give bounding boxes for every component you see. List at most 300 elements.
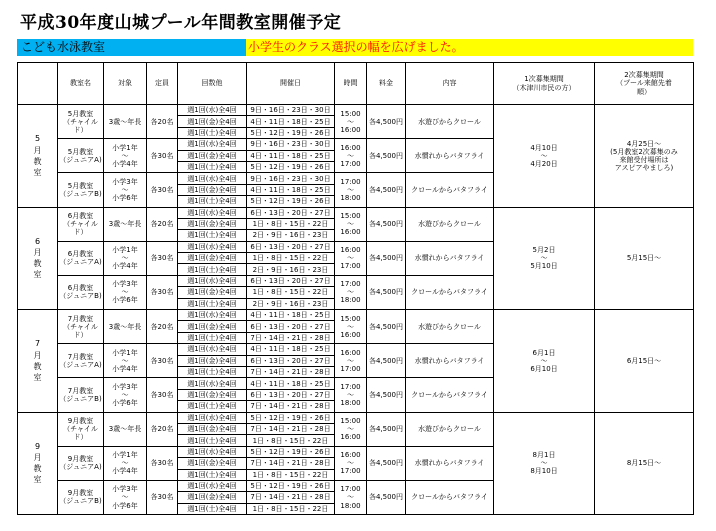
target-line: 3歳～年長 (108, 117, 142, 126)
capacity-cell: 各30名 (147, 446, 178, 480)
content-cell: 水遊びからクロール (406, 412, 494, 446)
dates-cell: 2日・9日・16日・23日 (247, 264, 335, 275)
target-line: ～ (121, 185, 129, 194)
month-label-char: 教 (33, 464, 42, 474)
target-line: 3歳～年長 (108, 220, 142, 229)
class-name-cell (58, 207, 104, 241)
second-recruit-line: 8月15日～ (626, 459, 662, 468)
time-cell (335, 378, 367, 412)
month-label-char: 教 (33, 361, 42, 371)
header-row (18, 63, 694, 105)
time-line: 16:00 (340, 348, 361, 357)
class-name-line: （ジュニアB) (59, 189, 102, 198)
month-label-char: 室 (33, 270, 42, 280)
target-line: 小学1年 (112, 143, 138, 152)
dates-cell: 7日・14日・21日・28日 (247, 492, 335, 503)
target-cell (104, 139, 147, 173)
content-cell: 水慣れからバタフライ (406, 344, 494, 378)
target-cell (104, 275, 147, 309)
sessions-cell: 週1回(水)全4回 (178, 173, 247, 184)
capacity-cell: 各20名 (147, 412, 178, 446)
sessions-cell: 週1回(水)全4回 (178, 241, 247, 252)
time-cell (335, 173, 367, 207)
content-cell: 水慣れからバタフライ (406, 446, 494, 480)
month-label-char: 月 (33, 453, 42, 463)
dates-cell: 5日・12日・19日・26日 (247, 446, 335, 457)
capacity-cell: 各30名 (147, 241, 178, 275)
class-name-line: 7月教室 (67, 386, 94, 395)
class-name-line: （ジュニアA) (59, 155, 102, 164)
time-line: ～ (347, 151, 354, 160)
target-line: ～ (121, 151, 129, 160)
first-recruit-cell (494, 207, 595, 310)
target-line: 3歳～年長 (108, 322, 142, 331)
header-second-recruit-line: 順） (637, 87, 651, 96)
class-name-cell (58, 173, 104, 207)
month-label (18, 207, 58, 310)
sessions-cell: 週1回(水)全4回 (178, 207, 247, 218)
time-cell (335, 241, 367, 275)
sessions-cell: 週1回(水)全4回 (178, 378, 247, 389)
section-label: こども水泳教室 (17, 39, 246, 56)
second-recruit-line: 5月15日～ (626, 254, 662, 263)
time-line: 18:00 (340, 501, 361, 510)
class-name-line: （ジュニアA) (59, 258, 102, 267)
first-recruit-cell (494, 412, 595, 515)
dates-cell: 6日・13日・20日・27日 (247, 275, 335, 286)
sessions-cell: 週1回(金)全4回 (178, 458, 247, 469)
month-label (18, 412, 58, 515)
time-cell (335, 207, 367, 241)
target-line: ～ (121, 459, 129, 468)
dates-cell: 9日・16日・23日・30日 (247, 139, 335, 150)
capacity-cell: 各30名 (147, 480, 178, 514)
fee-cell: 各4,500円 (367, 173, 406, 207)
time-line: ～ (347, 220, 354, 229)
header-content: 内容 (406, 63, 494, 105)
fee-cell: 各4,500円 (367, 412, 406, 446)
header-second-recruit-line: 2次募集期間 (624, 71, 664, 80)
class-name-line: （チャイル (63, 220, 98, 229)
dates-cell: 4日・11日・18日・25日 (247, 150, 335, 161)
class-name-cell (58, 241, 104, 275)
class-name-line: 5月教室 (67, 147, 94, 156)
class-name-line: 7月教室 (67, 314, 94, 323)
dates-cell: 7日・14日・21日・28日 (247, 401, 335, 412)
dates-cell: 4日・11日・18日・25日 (247, 116, 335, 127)
class-name-line: （ジュニアB) (59, 394, 102, 403)
dates-cell: 1日・8日・15日・22日 (247, 287, 335, 298)
dates-cell: 4日・11日・18日・25日 (247, 184, 335, 195)
time-line: 17:00 (340, 485, 361, 494)
dates-cell: 1日・8日・15日・22日 (247, 253, 335, 264)
second-recruit-cell (595, 412, 694, 515)
sessions-cell: 週1回(水)全4回 (178, 275, 247, 286)
content-cell: 水慣れからバタフライ (406, 139, 494, 173)
target-cell (104, 105, 147, 139)
sessions-cell: 週1回(土)全4回 (178, 230, 247, 241)
sessions-cell: 週1回(金)全4回 (178, 321, 247, 332)
target-line: ～ (121, 493, 129, 502)
time-line: 17:00 (340, 159, 361, 168)
time-line: 15:00 (340, 417, 361, 426)
sessions-cell: 週1回(土)全4回 (178, 469, 247, 480)
time-line: 15:00 (340, 314, 361, 323)
fee-cell: 各4,500円 (367, 310, 406, 344)
sessions-cell: 週1回(金)全4回 (178, 150, 247, 161)
time-cell (335, 139, 367, 173)
fee-cell: 各4,500円 (367, 446, 406, 480)
sessions-cell: 週1回(土)全4回 (178, 366, 247, 377)
month-label-char: 室 (33, 167, 42, 177)
dates-cell: 9日・16日・23日・30日 (247, 105, 335, 116)
content-cell: クロールからバタフライ (406, 378, 494, 412)
dates-cell: 5日・12日・19日・26日 (247, 412, 335, 423)
fee-cell: 各4,500円 (367, 344, 406, 378)
time-cell (335, 310, 367, 344)
time-line: 16:00 (340, 451, 361, 460)
sessions-cell: 週1回(土)全4回 (178, 401, 247, 412)
content-cell: クロールからバタフライ (406, 275, 494, 309)
target-cell (104, 241, 147, 275)
first-recruit-line: 4月10日 (530, 143, 558, 152)
time-line: ～ (347, 356, 354, 365)
target-cell (104, 173, 147, 207)
class-name-line: 5月教室 (67, 181, 94, 190)
dates-cell: 6日・13日・20日・27日 (247, 207, 335, 218)
sessions-cell: 週1回(金)全4回 (178, 355, 247, 366)
class-name-line: ド） (73, 330, 88, 339)
target-cell (104, 446, 147, 480)
target-cell (104, 412, 147, 446)
dates-cell: 1日・8日・15日・22日 (247, 503, 335, 514)
month-label-char: 室 (33, 475, 42, 485)
month-label-char: 月 (33, 350, 42, 360)
time-cell (335, 480, 367, 514)
target-cell (104, 344, 147, 378)
month-label-char: 月 (33, 248, 42, 258)
target-line: 小学6年 (112, 398, 138, 407)
content-cell: 水慣れからバタフライ (406, 241, 494, 275)
sessions-cell: 週1回(水)全4回 (178, 446, 247, 457)
capacity-cell: 各30名 (147, 344, 178, 378)
target-line: ～ (121, 288, 129, 297)
class-name-cell (58, 446, 104, 480)
first-recruit-line: 4月20日 (530, 159, 558, 168)
target-line: 小学6年 (112, 296, 138, 305)
sessions-cell: 週1回(土)全4回 (178, 503, 247, 514)
sessions-cell: 週1回(金)全4回 (178, 423, 247, 434)
target-line: ～ (121, 390, 129, 399)
dates-cell: 4日・11日・18日・25日 (247, 310, 335, 321)
sessions-cell: 週1回(金)全4回 (178, 116, 247, 127)
time-line: 18:00 (340, 296, 361, 305)
month-label-char: 6 (34, 236, 41, 246)
table-row (18, 412, 694, 423)
time-line: 16:00 (340, 330, 361, 339)
first-recruit-line: 5月10日 (530, 262, 558, 271)
target-line: ～ (121, 356, 129, 365)
second-recruit-line: アスピアやましろ) (614, 163, 674, 172)
dates-cell: 6日・13日・20日・27日 (247, 241, 335, 252)
class-name-line: （チャイル (63, 425, 98, 434)
header-fee: 料金 (367, 63, 406, 105)
time-line: 16:00 (340, 125, 361, 134)
table-row (18, 105, 694, 116)
sessions-cell: 週1回(金)全4回 (178, 218, 247, 229)
first-recruit-line: ～ (540, 254, 548, 263)
time-line: 16:00 (340, 433, 361, 442)
target-cell (104, 378, 147, 412)
class-name-line: （チャイル (63, 322, 98, 331)
class-name-cell (58, 105, 104, 139)
fee-cell: 各4,500円 (367, 139, 406, 173)
schedule-body (18, 105, 694, 515)
time-line: 15:00 (340, 109, 361, 118)
target-line: 小学4年 (112, 364, 138, 373)
time-line: 18:00 (340, 193, 361, 202)
month-label-char: 9 (34, 441, 41, 451)
first-recruit-line: 6月1日 (532, 348, 556, 357)
sessions-cell: 週1回(水)全4回 (178, 310, 247, 321)
class-name-line: （ジュニアB) (59, 497, 102, 506)
header-first-recruit-line: （木津川市民の方） (512, 83, 576, 92)
month-label-char: 室 (33, 372, 42, 382)
target-line: 小学1年 (112, 348, 138, 357)
first-recruit-cell (494, 310, 595, 413)
dates-cell: 6日・13日・20日・27日 (247, 389, 335, 400)
month-label (18, 310, 58, 413)
class-name-cell (58, 344, 104, 378)
sessions-cell: 週1回(土)全4回 (178, 127, 247, 138)
month-label-char: 教 (33, 259, 42, 269)
dates-cell: 1日・8日・15日・22日 (247, 218, 335, 229)
sessions-cell: 週1回(金)全4回 (178, 253, 247, 264)
capacity-cell: 各30名 (147, 378, 178, 412)
class-name-cell (58, 480, 104, 514)
header-target: 対象 (104, 63, 147, 105)
time-line: 17:00 (340, 280, 361, 289)
sessions-cell: 週1回(土)全4回 (178, 161, 247, 172)
target-line: 小学4年 (112, 159, 138, 168)
dates-cell: 7日・14日・21日・28日 (247, 458, 335, 469)
first-recruit-line: 8月10日 (530, 467, 558, 476)
target-line: 小学3年 (112, 280, 138, 289)
capacity-cell: 各20名 (147, 207, 178, 241)
fee-cell: 各4,500円 (367, 480, 406, 514)
second-recruit-line: (5月教室2次募集のみ (610, 147, 678, 156)
capacity-cell: 各30名 (147, 275, 178, 309)
time-line: 16:00 (340, 228, 361, 237)
class-name-line: 6月教室 (67, 250, 94, 259)
class-name-line: 9月教室 (67, 455, 94, 464)
table-row (18, 310, 694, 321)
sessions-cell: 週1回(金)全4回 (178, 492, 247, 503)
second-recruit-cell (595, 105, 694, 208)
target-line: 小学1年 (112, 451, 138, 460)
dates-cell: 7日・14日・21日・28日 (247, 423, 335, 434)
class-name-cell (58, 275, 104, 309)
class-name-line: 7月教室 (67, 352, 94, 361)
first-recruit-line: ～ (540, 356, 548, 365)
time-line: ～ (347, 254, 354, 263)
second-recruit-cell (595, 310, 694, 413)
target-line: 小学3年 (112, 485, 138, 494)
notice-banner: 小学生のクラス選択の幅を広げました。 (246, 39, 693, 56)
sessions-cell: 週1回(水)全4回 (178, 139, 247, 150)
time-cell (335, 412, 367, 446)
dates-cell: 4日・11日・18日・25日 (247, 378, 335, 389)
time-line: ～ (347, 322, 354, 331)
header-month (18, 63, 58, 105)
header-time: 時間 (335, 63, 367, 105)
header-sessions: 回数他 (178, 63, 247, 105)
capacity-cell: 各30名 (147, 139, 178, 173)
month-label-char: 月 (33, 145, 42, 155)
fee-cell: 各4,500円 (367, 378, 406, 412)
first-recruit-line: 5月2日 (532, 246, 556, 255)
first-recruit-line: 6月10日 (530, 364, 558, 373)
dates-cell: 6日・13日・20日・27日 (247, 321, 335, 332)
sessions-cell: 週1回(水)全4回 (178, 105, 247, 116)
class-name-cell (58, 139, 104, 173)
header-class-name: 教室名 (58, 63, 104, 105)
header-capacity: 定員 (147, 63, 178, 105)
time-cell (335, 275, 367, 309)
class-name-line: 6月教室 (67, 284, 94, 293)
dates-cell: 1日・8日・15日・22日 (247, 469, 335, 480)
second-recruit-line: 来館受付場所は (619, 155, 669, 164)
sessions-cell: 週1回(土)全4回 (178, 435, 247, 446)
header-second-recruit (595, 63, 694, 105)
sessions-cell: 週1回(水)全4回 (178, 344, 247, 355)
class-name-line: （チャイル (63, 117, 98, 126)
time-line: 15:00 (340, 212, 361, 221)
dates-cell: 4日・11日・18日・25日 (247, 344, 335, 355)
content-cell: クロールからバタフライ (406, 173, 494, 207)
time-line: ～ (347, 493, 354, 502)
class-name-cell (58, 378, 104, 412)
dates-cell: 9日・16日・23日・30日 (247, 173, 335, 184)
month-label (18, 105, 58, 208)
time-cell (335, 344, 367, 378)
sessions-cell: 週1回(土)全4回 (178, 264, 247, 275)
dates-cell: 1日・8日・15日・22日 (247, 435, 335, 446)
time-line: ～ (347, 459, 354, 468)
second-recruit-line: 6月15日～ (626, 356, 662, 365)
class-name-line: （ジュニアA) (59, 360, 102, 369)
class-name-line: ド） (73, 228, 88, 237)
sessions-cell: 週1回(土)全4回 (178, 298, 247, 309)
header-first-recruit (494, 63, 595, 105)
target-line: 小学4年 (112, 467, 138, 476)
time-line: 16:00 (340, 246, 361, 255)
time-line: 16:00 (340, 143, 361, 152)
class-name-line: ド） (73, 125, 88, 134)
content-cell: 水遊びからクロール (406, 310, 494, 344)
content-cell: クロールからバタフライ (406, 480, 494, 514)
first-recruit-line: ～ (540, 151, 548, 160)
target-line: 小学6年 (112, 501, 138, 510)
time-line: ～ (347, 425, 354, 434)
target-line: 小学4年 (112, 262, 138, 271)
time-cell (335, 105, 367, 139)
sessions-cell: 週1回(土)全4回 (178, 196, 247, 207)
time-line: ～ (347, 390, 354, 399)
sessions-cell: 週1回(水)全4回 (178, 412, 247, 423)
month-label-char: 7 (34, 339, 41, 349)
time-line: ～ (347, 185, 354, 194)
second-recruit-line: 4月25日～ (626, 139, 662, 148)
class-name-cell (58, 310, 104, 344)
dates-cell: 2日・9日・16日・23日 (247, 230, 335, 241)
class-name-line: 5月教室 (67, 109, 94, 118)
dates-cell: 2日・9日・16日・23日 (247, 298, 335, 309)
dates-cell: 5日・12日・19日・26日 (247, 161, 335, 172)
class-name-line: 6月教室 (67, 212, 94, 221)
dates-cell: 7日・14日・21日・28日 (247, 366, 335, 377)
month-label-char: 教 (33, 156, 42, 166)
capacity-cell: 各20名 (147, 105, 178, 139)
target-line: 3歳～年長 (108, 425, 142, 434)
fee-cell: 各4,500円 (367, 207, 406, 241)
time-line: 17:00 (340, 382, 361, 391)
class-name-line: （ジュニアA) (59, 463, 102, 472)
header-first-recruit-line: 1次募集期間 (524, 75, 564, 84)
time-line: 17:00 (340, 177, 361, 186)
time-cell (335, 446, 367, 480)
time-line: 17:00 (340, 467, 361, 476)
sessions-cell: 週1回(金)全4回 (178, 184, 247, 195)
time-line: 17:00 (340, 262, 361, 271)
class-name-line: 9月教室 (67, 417, 94, 426)
header-dates: 開催日 (247, 63, 335, 105)
target-line: ～ (121, 254, 129, 263)
time-line: ～ (347, 117, 354, 126)
target-line: 小学1年 (112, 246, 138, 255)
table-row (18, 207, 694, 218)
fee-cell: 各4,500円 (367, 275, 406, 309)
sessions-cell: 週1回(金)全4回 (178, 287, 247, 298)
class-name-cell (58, 412, 104, 446)
content-cell: 水遊びからクロール (406, 207, 494, 241)
capacity-cell: 各20名 (147, 310, 178, 344)
dates-cell: 7日・14日・21日・28日 (247, 332, 335, 343)
header-second-recruit-line: （プール来館先着 (616, 79, 672, 88)
fee-cell: 各4,500円 (367, 241, 406, 275)
month-label-char: 5 (34, 134, 41, 144)
dates-cell: 5日・12日・19日・26日 (247, 196, 335, 207)
schedule-table (17, 62, 694, 515)
class-name-line: 9月教室 (67, 489, 94, 498)
dates-cell: 5日・12日・19日・26日 (247, 480, 335, 491)
target-line: 小学3年 (112, 177, 138, 186)
dates-cell: 5日・12日・19日・26日 (247, 127, 335, 138)
sessions-cell: 週1回(水)全4回 (178, 480, 247, 491)
target-line: 小学3年 (112, 382, 138, 391)
target-line: 小学6年 (112, 193, 138, 202)
sessions-cell: 週1回(土)全4回 (178, 332, 247, 343)
first-recruit-line: ～ (540, 459, 548, 468)
class-name-line: ド） (73, 433, 88, 442)
capacity-cell: 各30名 (147, 173, 178, 207)
target-cell (104, 480, 147, 514)
target-cell (104, 207, 147, 241)
page-title: 平成30年度山城プール年間教室開催予定 (20, 13, 342, 33)
time-line: 17:00 (340, 364, 361, 373)
class-name-line: （ジュニアB) (59, 292, 102, 301)
target-cell (104, 310, 147, 344)
